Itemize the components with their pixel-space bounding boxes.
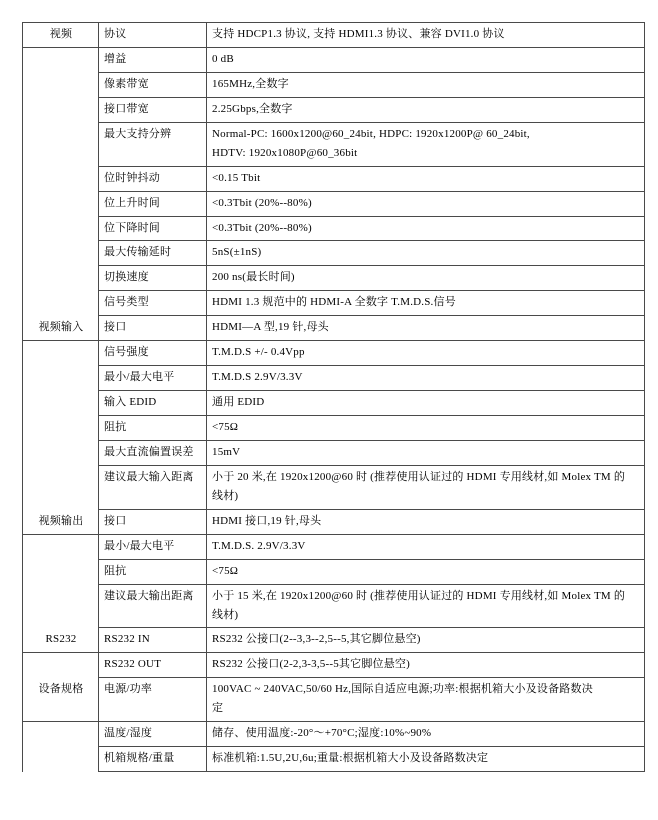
table-cell-value-line: 定 [212,702,224,715]
table-cell-value [207,416,645,441]
table-cell-value-line: 小于 15 米,在 1920x1200@60 时 (推荐使用认证过的 HDMI 专用线材,如 Molex TM 的 [212,589,626,602]
table-row [23,266,645,291]
specification-table-body [23,23,645,772]
table-cell-category-continuation [23,216,99,241]
table-cell-item: 位上升时间 [99,191,207,216]
table-cell-item: 建议最大输入距离 [99,465,207,509]
table-cell-value [207,747,645,772]
table-row [23,509,645,534]
table-cell-value [207,341,645,366]
table-cell-value-line: 标准机箱:1.5U,2U,6u;重量:根据机箱大小及设备路数决定 [212,752,489,765]
table-row [23,97,645,122]
table-cell-value [207,653,645,678]
table-row [23,465,645,509]
table-row [23,559,645,584]
table-cell-value-line: 5nS(±1nS) [212,246,262,259]
table-cell-value [207,241,645,266]
table-cell-item: RS232 IN [99,628,207,653]
table-cell-value-line: 支持 HDCP1.3 协议, 支持 HDMI1.3 协议、兼容 DVI1.0 协议 [212,28,505,40]
specification-table [22,22,645,772]
table-cell-category-continuation [23,747,99,772]
table-cell-category-continuation [23,534,99,559]
table-cell-item: 增益 [99,47,207,72]
table-cell-value-line: 0 dB [212,52,234,65]
table-cell-value-line: Normal-PC: 1600x1200@60_24bit, HDPC: 1920x1200P@ 60_24bit, [212,127,530,140]
table-row [23,291,645,316]
table-cell-item: 最小/最大电平 [99,534,207,559]
table-cell-category-continuation [23,72,99,97]
table-cell-value-line: HDMI 接口,19 针,母头 [212,514,322,527]
table-cell-value-line: <0.3Tbit (20%--80%) [212,221,312,234]
table-cell-value [207,722,645,747]
table-cell-value [207,72,645,97]
table-cell-value-line: <0.15 Tbit [212,171,261,184]
table-cell-value [207,366,645,391]
table-cell-category-continuation [23,266,99,291]
table-cell-item: 温度/湿度 [99,722,207,747]
table-cell-item: 输入 EDID [99,391,207,416]
table-cell-item: 接口 [99,509,207,534]
table-row [23,191,645,216]
table-cell-category-continuation [23,366,99,391]
table-cell-value-line: 线材) [212,608,239,621]
table-cell-item: 接口 [99,316,207,341]
table-cell-item: 像素带宽 [99,72,207,97]
table-cell-category-continuation [23,191,99,216]
table-cell-item: 最小/最大电平 [99,366,207,391]
table-cell-value [207,266,645,291]
table-cell-item: 最大支持分辨 [99,122,207,166]
table-cell-category-continuation [23,166,99,191]
table-cell-item: 切换速度 [99,266,207,291]
table-cell-value [207,559,645,584]
table-cell-value-line: RS232 公接口(2-2,3-3,5--5其它脚位悬空) [212,658,410,671]
table-row [23,241,645,266]
table-row [23,747,645,772]
table-cell-value [207,628,645,653]
table-cell-value-line: 线材) [212,489,239,502]
table-cell-category: 视频输入 [23,316,99,341]
table-cell-item: 位下降时间 [99,216,207,241]
table-cell-item: 最大直流偏置误差 [99,440,207,465]
table-cell-category-continuation [23,653,99,678]
table-row [23,722,645,747]
table-cell-item: 最大传输延时 [99,241,207,266]
table-cell-category-continuation [23,122,99,166]
table-cell-item: 协议 [99,23,207,48]
table-cell-value [207,465,645,509]
table-cell-item: 信号类型 [99,291,207,316]
table-cell-category-continuation [23,241,99,266]
table-row [23,216,645,241]
table-cell-item: 阻抗 [99,416,207,441]
table-cell-item: 信号强度 [99,341,207,366]
table-cell-value [207,584,645,628]
table-cell-value [207,534,645,559]
table-cell-value [207,316,645,341]
table-cell-category-continuation [23,722,99,747]
table-cell-value-line: T.M.D.S 2.9V/3.3V [212,371,303,384]
table-row [23,23,645,48]
table-cell-category-continuation [23,47,99,72]
table-cell-value-line: 100VAC ~ 240VAC,50/60 Hz,国际自适应电源;功率:根据机箱大小及设备路数决 [212,683,593,696]
table-cell-category: 设备规格 [23,678,99,722]
table-row [23,341,645,366]
table-row [23,534,645,559]
table-cell-category: RS232 [23,628,99,653]
table-cell-value-line: 15mV [212,445,241,458]
table-cell-value [207,47,645,72]
table-cell-category-continuation [23,97,99,122]
table-cell-category-continuation [23,559,99,584]
table-row [23,391,645,416]
table-cell-category-continuation [23,465,99,509]
table-cell-value-line: T.M.D.S. 2.9V/3.3V [212,539,306,552]
table-row [23,47,645,72]
table-cell-value [207,216,645,241]
table-cell-category-continuation [23,584,99,628]
table-cell-category-continuation [23,291,99,316]
table-cell-value [207,391,645,416]
table-row [23,584,645,628]
table-cell-item: 机箱规格/重量 [99,747,207,772]
table-cell-item: 接口带宽 [99,97,207,122]
table-row [23,366,645,391]
table-cell-category-continuation [23,416,99,441]
table-row [23,653,645,678]
table-cell-category: 视频 [23,23,99,48]
table-cell-value-line: <75Ω [212,564,239,577]
table-cell-value-line: 165MHz,全数字 [212,77,289,90]
table-cell-value-line: 通用 EDID [212,396,265,409]
table-cell-value-line: <0.3Tbit (20%--80%) [212,196,312,209]
table-cell-value [207,122,645,166]
table-cell-value-line: HDMI 1.3 规范中的 HDMI-A 全数字 T.M.D.S.信号 [212,296,456,309]
table-cell-item: RS232 OUT [99,653,207,678]
table-cell-value-line: 小于 20 米,在 1920x1200@60 时 (推荐使用认证过的 HDMI 专用线材,如 Molex TM 的 [212,470,626,483]
table-row [23,166,645,191]
table-cell-value-line: 200 ns(最长时间) [212,271,295,284]
table-cell-item: 建议最大输出距离 [99,584,207,628]
table-cell-category-continuation [23,391,99,416]
table-row [23,416,645,441]
table-cell-value-line: RS232 公接口(2--3,3--2,5--5,其它脚位悬空) [212,633,421,646]
table-cell-value [207,291,645,316]
table-cell-value [207,166,645,191]
table-cell-value [207,509,645,534]
table-cell-value [207,23,645,48]
table-row [23,628,645,653]
table-cell-value-line: 2.25Gbps,全数字 [212,102,293,115]
table-row [23,440,645,465]
table-cell-value-line: HDMI—A 型,19 针,母头 [212,321,329,334]
table-cell-value-line: HDTV: 1920x1080P@60_36bit [212,146,358,159]
table-row [23,678,645,722]
table-cell-value-line: T.M.D.S +/- 0.4Vpp [212,346,305,359]
table-cell-value-line: 储存、使用温度:-20°～+70°C;湿度:10%~90% [212,727,432,740]
table-cell-value [207,678,645,722]
table-row [23,316,645,341]
table-cell-category-continuation [23,341,99,366]
table-cell-item: 电源/功率 [99,678,207,722]
table-cell-value [207,97,645,122]
table-cell-category: 视频输出 [23,509,99,534]
table-cell-value [207,191,645,216]
table-row [23,122,645,166]
table-cell-item: 阻抗 [99,559,207,584]
table-cell-category-continuation [23,440,99,465]
table-cell-value-line: <75Ω [212,421,239,433]
table-row [23,72,645,97]
table-cell-value [207,440,645,465]
table-cell-item: 位时钟抖动 [99,166,207,191]
